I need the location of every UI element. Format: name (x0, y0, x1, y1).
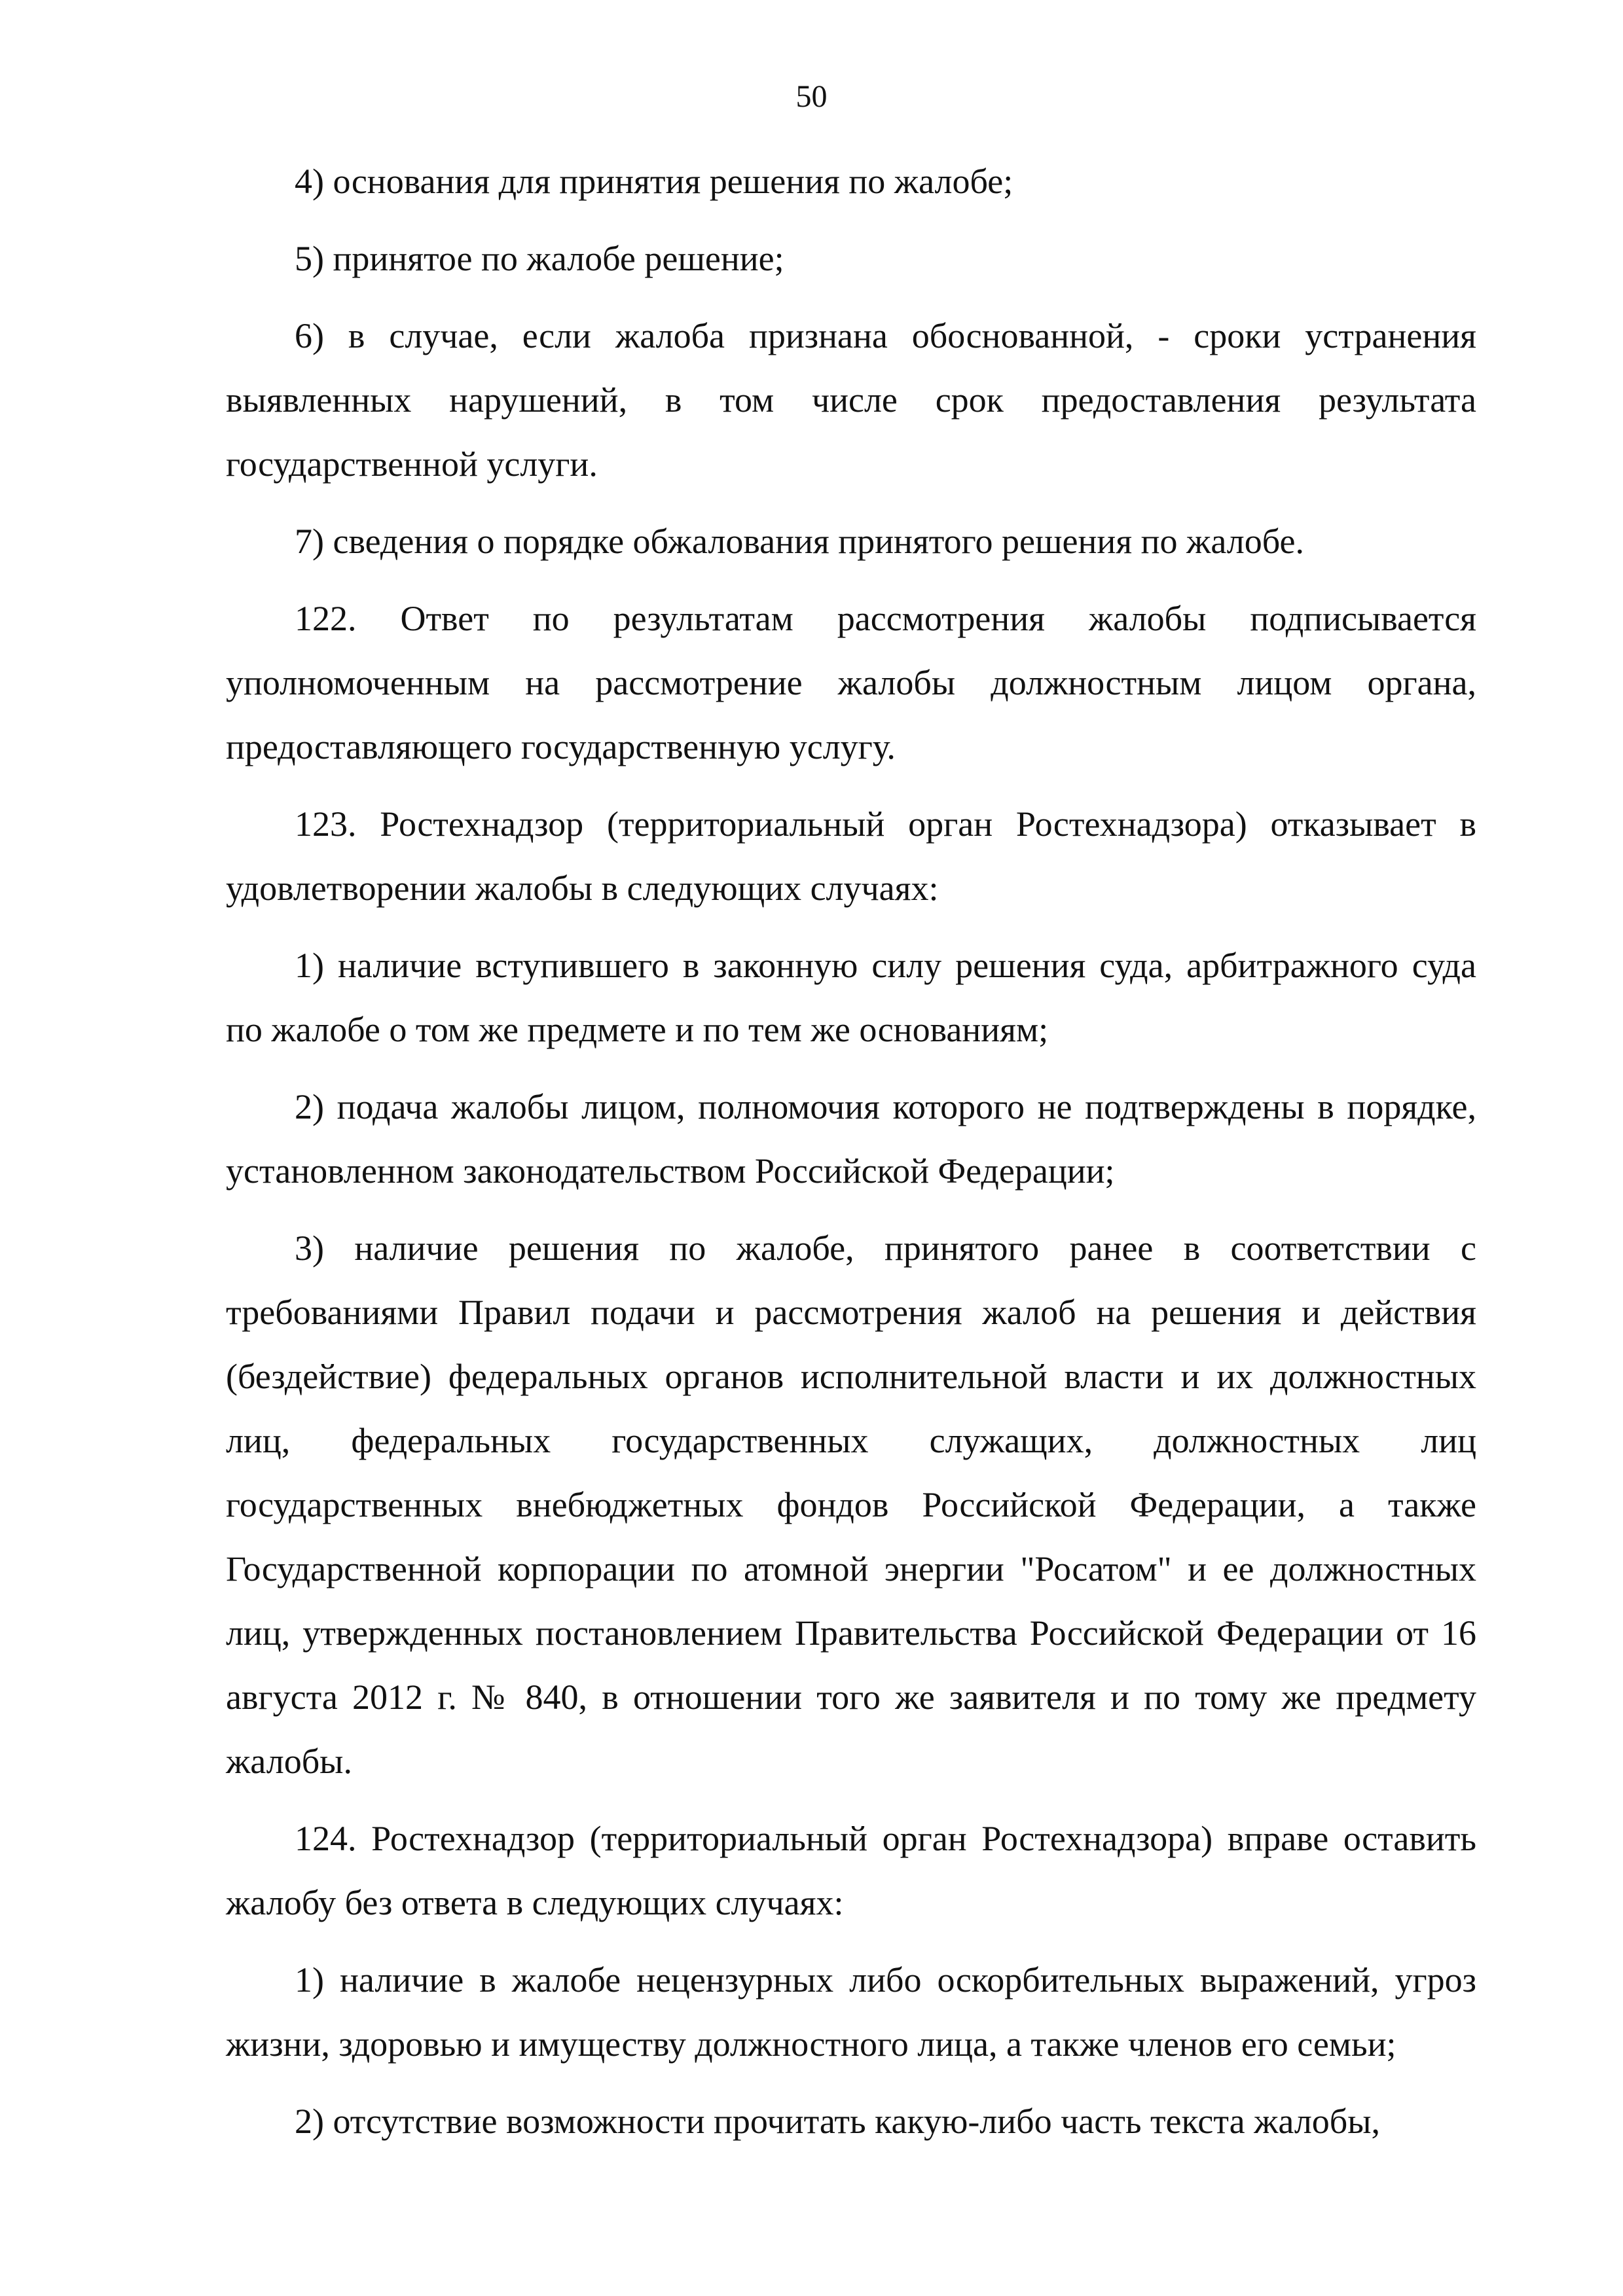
document-body (226, 149, 1476, 2157)
paragraph-123-item-2: 2) подача жалобы лицом, полномочия которого не подтверждены в порядке, установленном законодательством Российской Федерации; (226, 1087, 1476, 1191)
paragraph-123: 123. Ростехнадзор (территориальный орган Ростехнадзора) отказывает в удовлетворении жалобы в следующих случаях: (226, 804, 1476, 908)
paragraph-124: 124. Ростехнадзор (территориальный орган Ростехнадзора) вправе оставить жалобу без ответа в следующих случаях: (226, 1819, 1476, 1922)
paragraph-item-7: 7) сведения о порядке обжалования принятого решения по жалобе. (295, 522, 1304, 561)
paragraph-124-item-2: 2) отсутствие возможности прочитать какую-либо часть текста жалобы, (295, 2102, 1381, 2141)
paragraph-124-item-1: 1) наличие в жалобе нецензурных либо оскорбительных выражений, угроз жизни, здоровью и имуществу должностного лица, а также членов его семьи; (226, 1960, 1476, 2064)
page-number: 50 (795, 79, 828, 114)
paragraph-item-4: 4) основания для принятия решения по жалобе; (295, 162, 1013, 201)
paragraph-122: 122. Ответ по результатам рассмотрения жалобы подписывается уполномоченным на рассмотрение жалобы должностным лицом органа, предоставляющего государственную услугу. (226, 599, 1476, 766)
paragraph-item-5: 5) принятое по жалобе решение; (295, 239, 784, 278)
paragraph-123-item-3: 3) наличие решения по жалобе, принятого ранее в соответствии с требованиями Правил подачи и рассмотрения жалоб на решения и действия (бездействие) федеральных органов исполнительной власти и их должностных лиц, федеральных государственных служащих, должностных лиц государственных внебюджетных фондов Российской Федерации, а также Государственной корпорации по атомной энергии "Росатом" и ее должностных лиц, утвержденных постановлением Правительства Российской Федерации от 16 августа 2012 г. № 840, в отношении того же заявителя и по тому же предмету жалобы. (226, 1229, 1476, 1781)
paragraph-123-item-1: 1) наличие вступившего в законную силу решения суда, арбитражного суда по жалобе о том же предмете и по тем же основаниям; (226, 946, 1476, 1049)
paragraph-item-6: 6) в случае, если жалоба признана обоснованной, - сроки устранения выявленных нарушений, в том числе срок предоставления результата государственной услуги. (226, 316, 1476, 484)
